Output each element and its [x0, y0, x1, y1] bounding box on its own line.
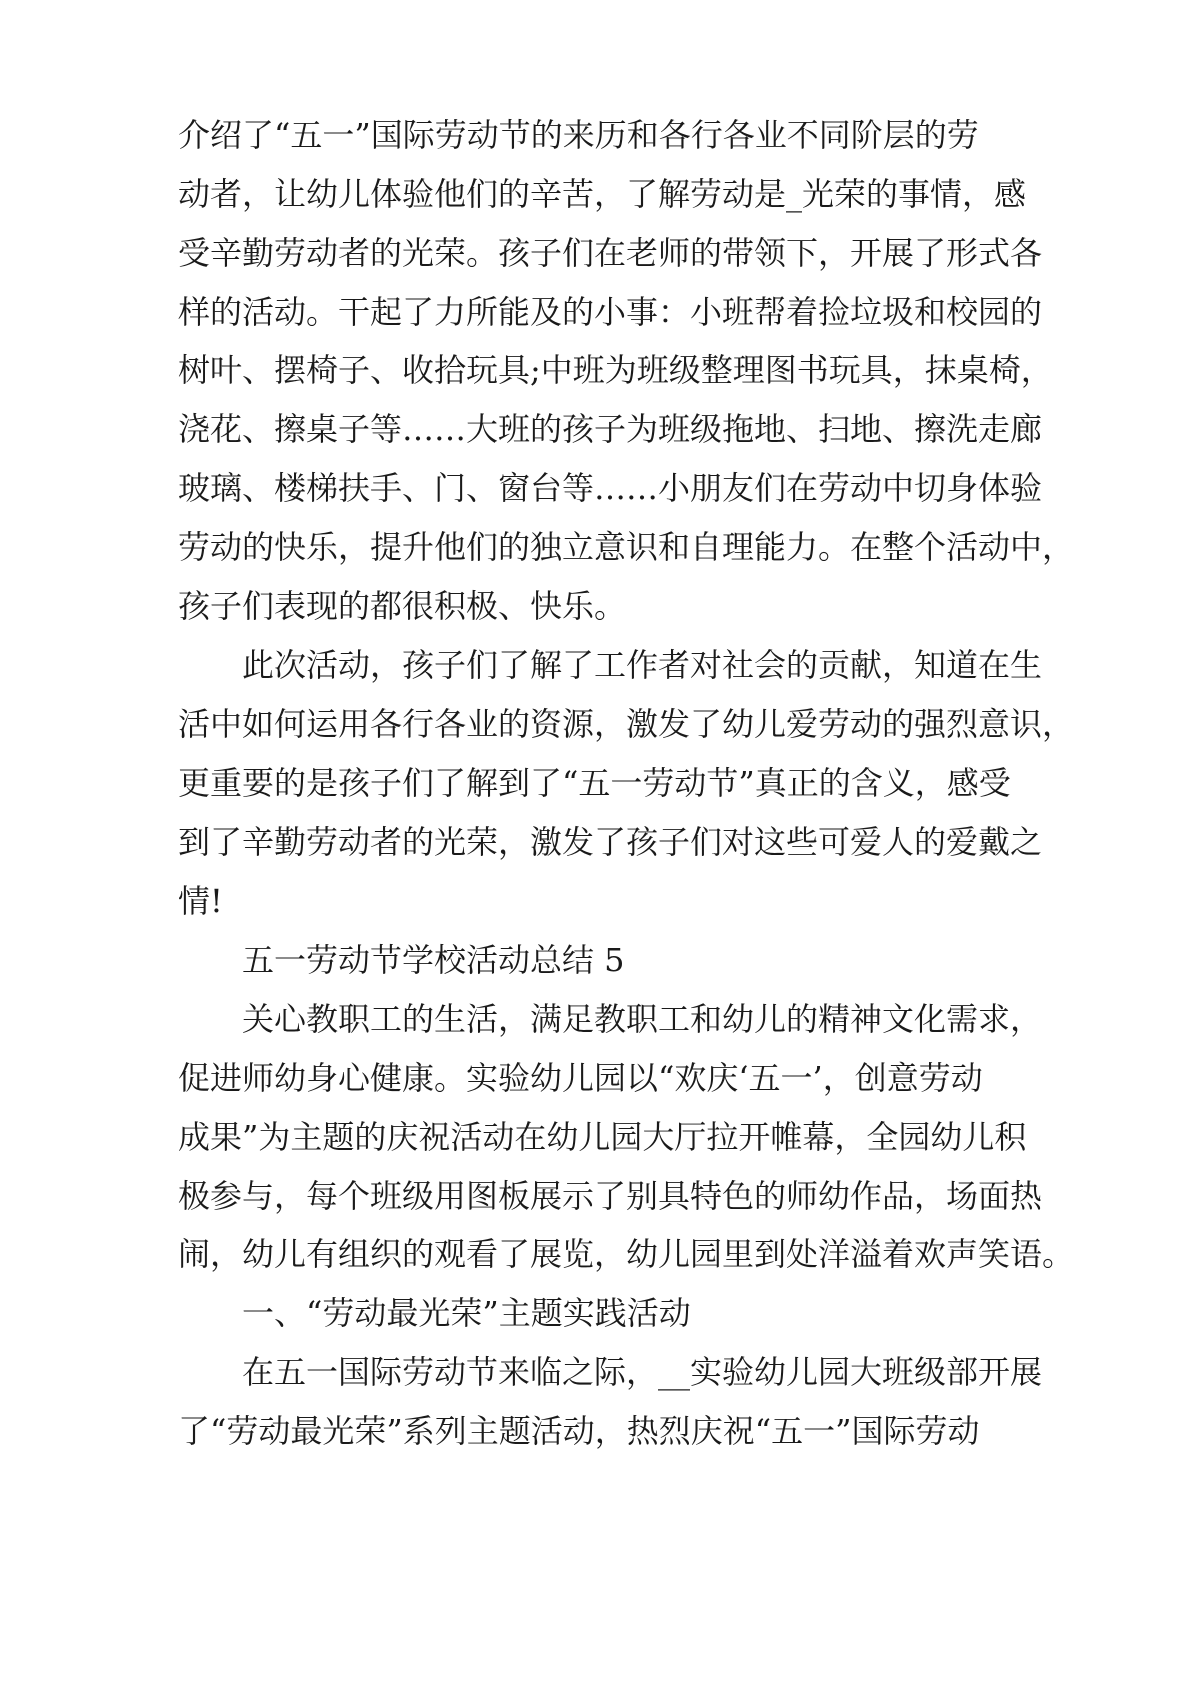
text-line: 浇花、擦桌子等……大班的孩子为班级拖地、扫地、擦洗走廊 [178, 410, 1043, 448]
text-line: 受辛勤劳动者的光荣。孩子们在老师的带领下，开展了形式各 [178, 234, 1043, 272]
text-line: 到了辛勤劳动者的光荣，激发了孩子们对这些可爱人的爱戴之 [178, 823, 1043, 861]
text-line: 劳动的快乐，提升他们的独立意识和自理能力。在整个活动中， [178, 528, 1075, 566]
text-line: 更重要的是孩子们了解到了“五一劳动节”真正的含义，感受 [178, 764, 1011, 802]
text-line: 促进师幼身心健康。实验幼儿园以“欢庆‘五一’，创意劳动 [178, 1059, 983, 1097]
text-line: 活中如何运用各行各业的资源，激发了幼儿爱劳动的强烈意识， [178, 705, 1075, 743]
text-line: 关心教职工的生活，满足教职工和幼儿的精神文化需求， [242, 1000, 1043, 1038]
subsection-heading: 一、“劳动最光荣”主题实践活动 [242, 1294, 691, 1332]
text-line: 孩子们表现的都很积极、快乐。 [178, 587, 627, 625]
text-line: 介绍了“五一”国际劳动节的来历和各行各业不同阶层的劳 [178, 116, 979, 154]
text-line: 了“劳动最光荣”系列主题活动，热烈庆祝“五一”国际劳动 [178, 1412, 980, 1450]
text-line: 树叶、摆椅子、收拾玩具;中班为班级整理图书玩具，抹桌椅， [178, 351, 1053, 389]
text-line: 玻璃、楼梯扶手、门、窗台等……小朋友们在劳动中切身体验 [178, 469, 1043, 507]
text-line: 在五一国际劳动节来临之际，__实验幼儿园大班级部开展 [242, 1353, 1043, 1391]
text-line: 情! [178, 882, 223, 920]
text-line: 成果”为主题的庆祝活动在幼儿园大厅拉开帷幕，全园幼儿积 [178, 1118, 1027, 1156]
text-line: 样的活动。干起了力所能及的小事：小班帮着捡垃圾和校园的 [178, 293, 1043, 331]
text-line: 动者，让幼儿体验他们的辛苦，了解劳动是_光荣的事情，感 [178, 175, 1027, 213]
text-line: 闹，幼儿有组织的观看了展览，幼儿园里到处洋溢着欢声笑语。 [178, 1235, 1075, 1273]
text-line: 极参与，每个班级用图板展示了别具特色的师幼作品，场面热 [178, 1177, 1043, 1215]
text-line: 此次活动，孩子们了解了工作者对社会的贡献，知道在生 [242, 646, 1043, 684]
section-heading: 五一劳动节学校活动总结 5 [242, 941, 625, 979]
